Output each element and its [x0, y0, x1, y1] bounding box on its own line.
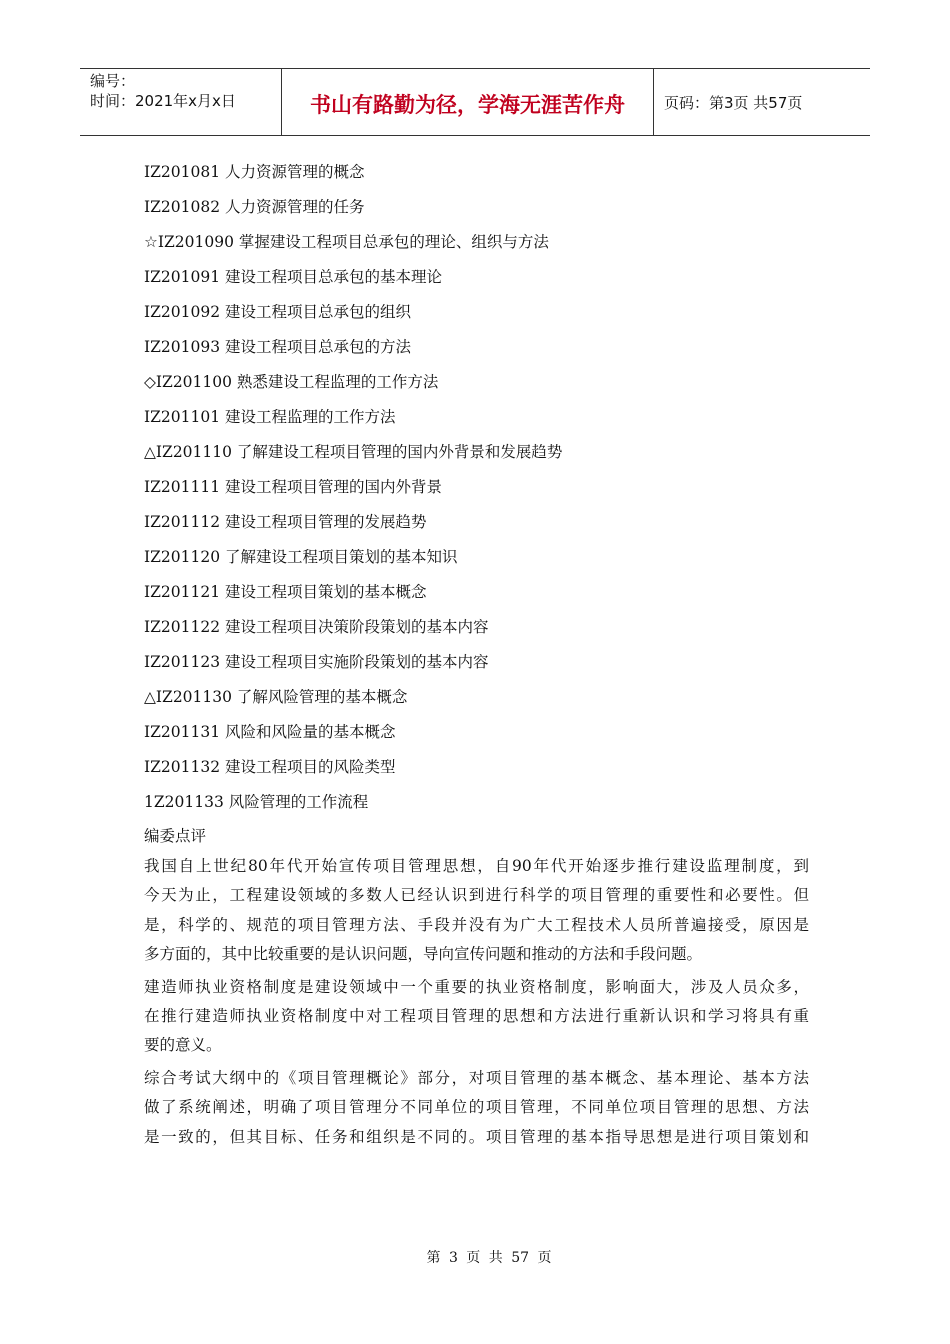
header-meta	[80, 69, 282, 135]
toc-item: IZ201101 建设工程监理的工作方法	[144, 408, 396, 426]
paragraph	[144, 973, 809, 1061]
paragraph-line: 做了系统阐述，明确了项目管理分不同单位的项目管理，不同单位项目管理的思想、方法	[144, 1098, 809, 1117]
paragraph-line: 是一致的，但其目标、任务和组织是不同的。项目管理的基本指导思想是进行项目策划和	[144, 1127, 809, 1146]
toc-item: △IZ201110 了解建设工程项目管理的国内外背景和发展趋势	[144, 443, 563, 461]
page-footer: 第 3 页 共 57 页	[426, 1250, 552, 1266]
toc-item: IZ201120 了解建设工程项目策划的基本知识	[144, 548, 458, 566]
toc-item: IZ201082 人力资源管理的任务	[144, 198, 365, 216]
toc-item: IZ201121 建设工程项目策划的基本概念	[144, 583, 427, 601]
toc-item: IZ201093 建设工程项目总承包的方法	[144, 338, 411, 356]
header-page-info: 页码：第3页 共57页	[664, 93, 803, 112]
document-time-label: 时间：2021年x月x日	[90, 92, 236, 110]
header-motto: 书山有路勤为径，学海无涯苦作舟	[282, 69, 654, 135]
section-heading: 编委点评	[144, 827, 207, 845]
paragraph-line: 建造师执业资格制度是建设领域中一个重要的执业资格制度，影响面大，涉及人员众多，	[144, 977, 809, 996]
toc-item: IZ201091 建设工程项目总承包的基本理论	[144, 268, 442, 286]
paragraph-line: 是，科学的、规范的项目管理方法、手段并没有为广大工程技术人员所普遍接受，原因是	[144, 915, 809, 934]
toc-item: IZ201111 建设工程项目管理的国内外背景	[144, 478, 442, 496]
paragraph	[144, 852, 809, 970]
toc-item: △IZ201130 了解风险管理的基本概念	[144, 688, 408, 706]
toc-item: IZ201131 风险和风险量的基本概念	[144, 723, 396, 741]
paragraph-line: 在推行建造师执业资格制度中对工程项目管理的思想和方法进行重新认识和学习将具有重	[144, 1006, 809, 1025]
toc-item: IZ201092 建设工程项目总承包的组织	[144, 303, 411, 321]
page-header	[80, 68, 870, 136]
paragraph-line: 要的意义。	[144, 1036, 222, 1055]
toc-item: IZ201123 建设工程项目实施阶段策划的基本内容	[144, 653, 489, 671]
paragraph-line: 综合考试大纲中的《项目管理概论》部分，对项目管理的基本概念、基本理论、基本方法	[144, 1068, 809, 1087]
toc-item: ☆IZ201090 掌握建设工程项目总承包的理论、组织与方法	[144, 233, 549, 251]
toc-item: IZ201081 人力资源管理的概念	[144, 163, 365, 181]
toc-item: IZ201112 建设工程项目管理的发展趋势	[144, 513, 427, 531]
document-number-label: 编号：	[90, 72, 136, 90]
toc-item: IZ201132 建设工程项目的风险类型	[144, 758, 396, 776]
paragraph-line: 今天为止，工程建设领域的多数人已经认识到进行科学的项目管理的重要性和必要性。但	[144, 886, 809, 905]
paragraph-line: 我国自上世纪80年代开始宣传项目管理思想，自90年代开始逐步推行建设监理制度，到	[144, 857, 809, 875]
toc-item: IZ201122 建设工程项目决策阶段策划的基本内容	[144, 618, 489, 636]
toc-item: ◇IZ201100 熟悉建设工程监理的工作方法	[144, 373, 439, 391]
document-body	[144, 155, 809, 1155]
paragraph	[144, 1064, 809, 1152]
toc-list	[144, 155, 809, 820]
toc-item: 1Z201133 风险管理的工作流程	[144, 793, 369, 811]
paragraph-line: 多方面的，其中比较重要的是认识问题，导向宣传问题和推动的方法和手段问题。	[144, 945, 703, 964]
